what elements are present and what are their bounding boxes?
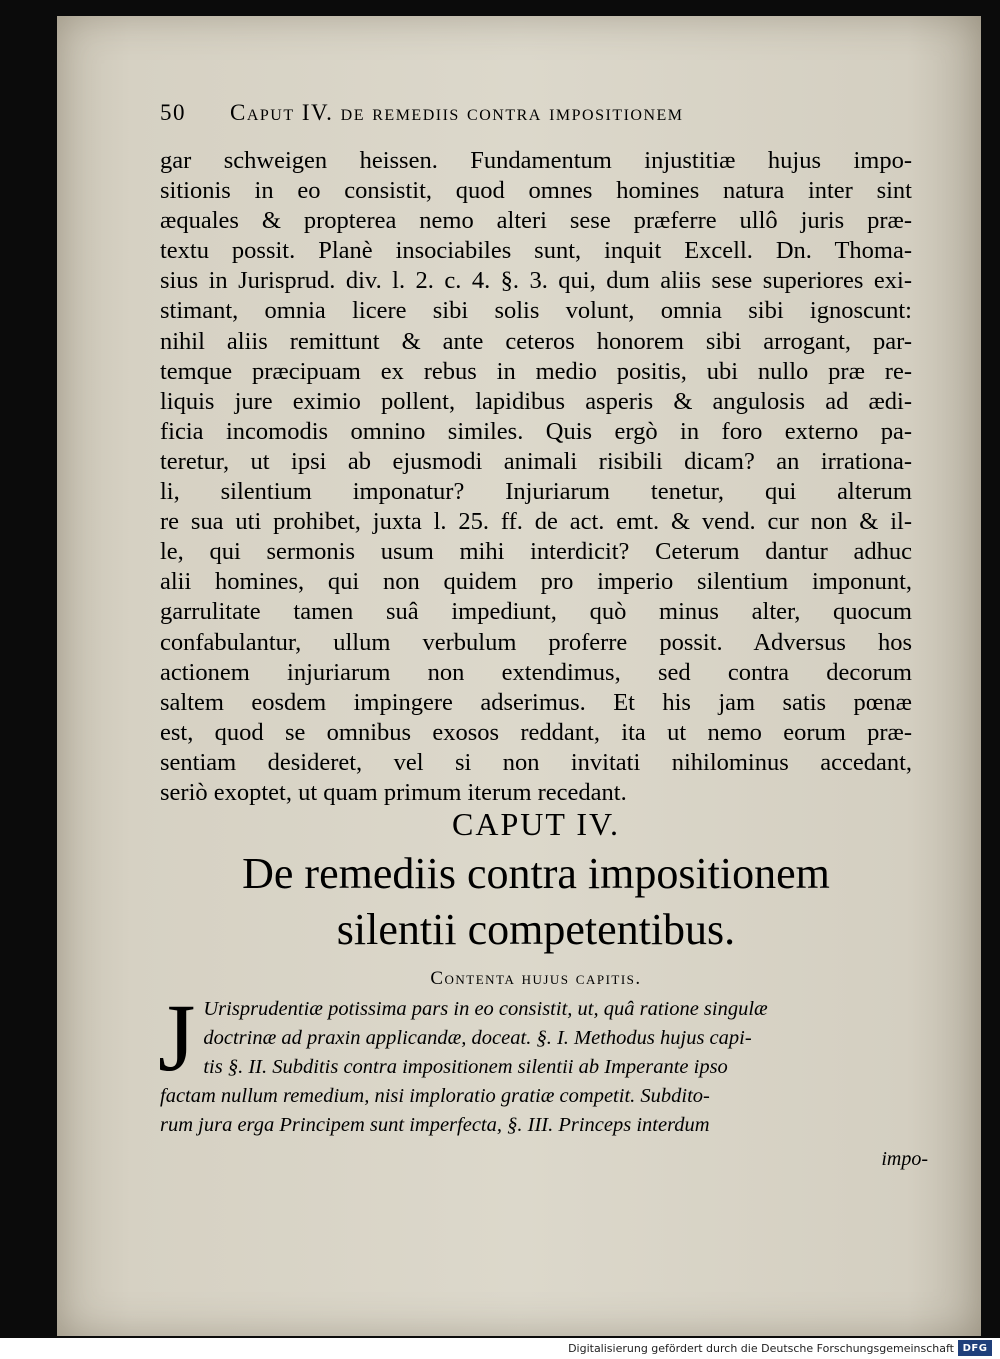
summary-line: rum jura erga Principem sunt imperfecta, §. III. Princeps interdum xyxy=(160,1114,710,1136)
text-line: temque præcipuam ex rebus in medio positis, ubi nullo præ re- xyxy=(160,357,912,385)
text-line: ficia incomodis omnino similes. Quis ergò in foro externo pa- xyxy=(160,417,912,445)
text-line: re sua uti prohibet, juxta l. 25. ff. de act. emt. & vend. cur non & il- xyxy=(160,508,912,536)
text-line: alii homines, qui non quidem pro imperio silentium imponunt, xyxy=(160,568,912,596)
summary-line: tis §. II. Subditis contra impositionem silentii ab Imperante ipso xyxy=(203,1056,728,1078)
summary-line: doctrinæ ad praxin applicandæ, doceat. §. I. Methodus hujus capi- xyxy=(203,1027,752,1049)
contents-heading: Contenta hujus capitis. xyxy=(430,968,642,989)
text-line: actionem injuriarum non extendimus, sed contra decorum xyxy=(160,658,912,686)
text-line: seriò exoptet, ut quam primum iterum recedant. xyxy=(160,778,627,806)
text-line: le, qui sermonis usum mihi interdicit? Ceterum dantur adhuc xyxy=(160,538,912,566)
chapter-label: CAPUT IV. xyxy=(452,806,620,842)
text-line: nihil aliis remittunt & ante ceteros honorem sibi arrogant, par- xyxy=(160,327,912,355)
drop-cap: J xyxy=(158,984,196,1091)
text-line: sius in Jurisprud. div. l. 2. c. 4. §. 3. qui, dum aliis sese superiores exi- xyxy=(160,267,912,295)
chapter-title-line: De remediis contra impositionem xyxy=(242,849,830,898)
chapter-summary xyxy=(158,984,912,1140)
running-head-title: Caput IV. de remediis contra impositionem xyxy=(230,100,684,125)
body-text xyxy=(160,146,912,808)
text-line: li, silentium imponatur? Injuriarum tenetur, qui alterum xyxy=(160,478,912,506)
footer-credit: Digitalisierung gefördert durch die Deutsche Forschungsgemeinschaft xyxy=(568,1342,954,1355)
text-line: est, quod se omnibus exosos reddant, ita ut nemo eorum præ- xyxy=(160,718,912,746)
dfg-logo-icon: DFG xyxy=(958,1340,992,1356)
text-line: gar schweigen heissen. Fundamentum injustitiæ hujus impo- xyxy=(160,147,912,174)
text-line: saltem eosdem impingere adserimus. Et his jam satis pœnæ xyxy=(160,688,912,716)
text-line: sentiam desideret, vel si non invitati nihilominus accedant, xyxy=(160,748,912,776)
summary-line: factam nullum remedium, nisi imploratio gratiæ competit. Subdito- xyxy=(160,1085,710,1107)
text-line: confabulantur, ullum verbulum proferre possit. Adversus hos xyxy=(160,628,912,656)
text-line: stimant, omnia licere sibi solis volunt, omnia sibi ignoscunt: xyxy=(160,297,912,325)
text-line: garrulitate tamen suâ impediunt, quò minus alter, quocum xyxy=(160,598,912,626)
running-head xyxy=(160,100,920,126)
chapter-title xyxy=(160,846,912,958)
text-line: teretur, ut ipsi ab ejusmodi animali risibili dicam? an irrationa- xyxy=(160,447,912,475)
text-line: æquales & propterea nemo alteri sese præferre ullô juris præ- xyxy=(160,207,912,235)
text-line: sitionis in eo consistit, quod omnes homines natura inter sint xyxy=(160,177,912,205)
catchword: impo- xyxy=(881,1148,928,1170)
summary-line: Urisprudentiæ potissima pars in eo consistit, ut, quâ ratione singulæ xyxy=(203,998,768,1020)
page-number: 50 xyxy=(160,100,186,125)
chapter-title-line: silentii competentibus. xyxy=(336,905,736,954)
text-line: textu possit. Planè insociabiles sunt, inquit Excell. Dn. Thoma- xyxy=(160,237,912,265)
text-line: liquis jure eximio pollent, lapidibus asperis & angulosis ad ædi- xyxy=(160,387,912,415)
